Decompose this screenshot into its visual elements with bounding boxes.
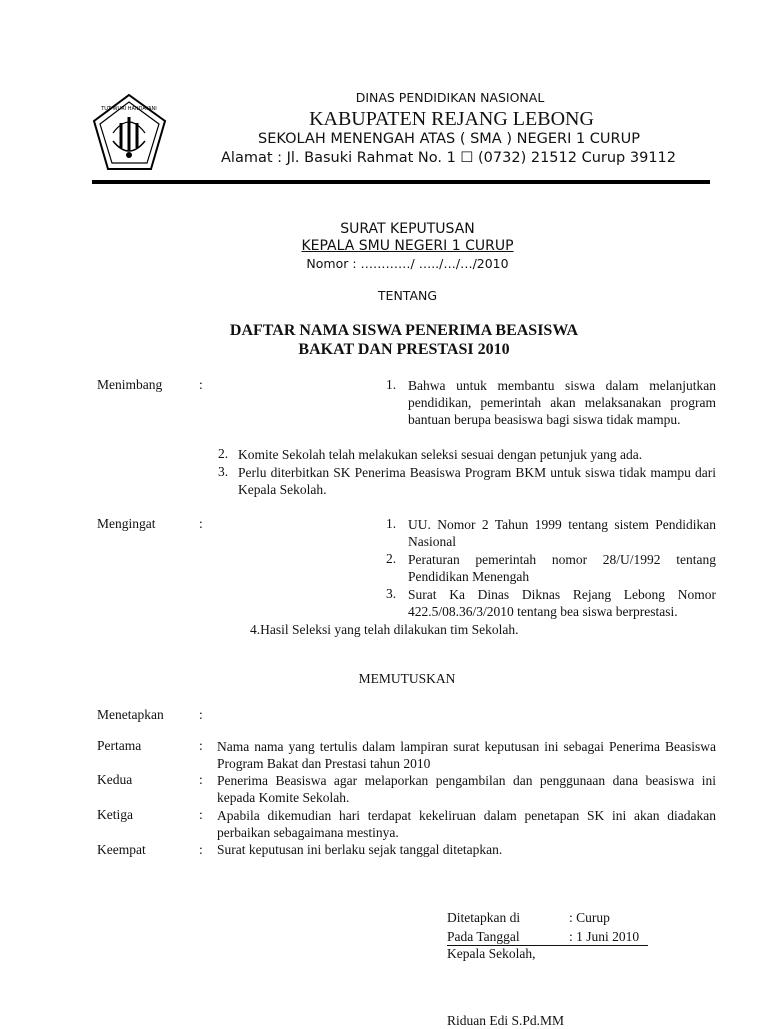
mengingat-item-2-number: 2. bbox=[386, 551, 397, 566]
mengingat-item-1-number: 1. bbox=[386, 516, 397, 531]
menimbang-colon: : bbox=[199, 377, 203, 392]
subject-line-2: BAKAT DAN PRESTASI 2010 bbox=[298, 341, 510, 358]
mengingat-item-3-number: 3. bbox=[386, 586, 397, 601]
menimbang-item-3-text: Perlu diterbitkan SK Penerima Beasiswa Program BKM untuk siswa tidak mampu dari Kepala Sekolah. bbox=[238, 465, 716, 497]
memutuskan-heading: MEMUTUSKAN bbox=[358, 671, 456, 686]
decree-subtitle: KEPALA SMU NEGERI 1 CURUP bbox=[301, 238, 514, 254]
signatory-name: Riduan Edi S.Pd.MM bbox=[447, 1013, 565, 1028]
decree-number: Nomor : …………/ …../…/…/2010 bbox=[306, 256, 509, 271]
svg-text:TUT WURI HANDAYANI: TUT WURI HANDAYANI bbox=[101, 106, 157, 112]
agency-name: DINAS PENDIDIKAN NASIONAL bbox=[355, 90, 545, 105]
tanggal-row bbox=[447, 929, 648, 946]
pertama-colon: : bbox=[199, 738, 203, 753]
pertama-text: Nama nama yang tertulis dalam lampiran surat keputusan ini sebagai Penerima Beasiswa Program Bakat dan Prestasi tahun 2010 bbox=[217, 739, 716, 771]
menimbang-item-3-number: 3. bbox=[218, 464, 229, 479]
menimbang-item-2-number: 2. bbox=[218, 446, 229, 461]
decree-subtitle-wrap bbox=[0, 238, 768, 254]
ketiga-colon: : bbox=[199, 807, 203, 822]
tentang-heading: TENTANG bbox=[377, 288, 438, 303]
keempat-label: Keempat bbox=[97, 842, 146, 857]
menimbang-item-2-text: Komite Sekolah telah melakukan seleksi sesuai dengan petunjuk yang ada. bbox=[238, 447, 643, 462]
subject-line-1: DAFTAR NAMA SISWA PENERIMA BEASISWA bbox=[229, 322, 579, 339]
menimbang-item-1-number: 1. bbox=[386, 377, 397, 392]
keempat-text: Surat keputusan ini berlaku sejak tanggal ditetapkan. bbox=[217, 842, 503, 857]
regency-name: KABUPATEN REJANG LEBONG bbox=[309, 108, 594, 130]
ditetapkan-value: : Curup bbox=[569, 910, 610, 925]
mengingat-colon: : bbox=[199, 516, 203, 531]
ketiga-label: Ketiga bbox=[97, 807, 133, 822]
mengingat-item-1-text: UU. Nomor 2 Tahun 1999 tentang sistem Pendidikan Nasional bbox=[408, 517, 716, 549]
decree-title: SURAT KEPUTUSAN bbox=[340, 221, 475, 237]
ditetapkan-label: Ditetapkan di bbox=[447, 910, 521, 925]
menetapkan-colon: : bbox=[199, 707, 203, 722]
school-name: SEKOLAH MENENGAH ATAS ( SMA ) NEGERI 1 CURUP bbox=[258, 131, 640, 147]
menimbang-item-1-text: Bahwa untuk membantu siswa dalam melanjutkan pendidikan, pemerintah akan melaksanakan program bantuan berupa beasiswa bagi siswa tidak mampu. bbox=[408, 378, 716, 427]
kedua-colon: : bbox=[199, 772, 203, 787]
mengingat-item-4-text: 4.Hasil Seleksi yang telah dilakukan tim Sekolah. bbox=[250, 622, 519, 637]
mengingat-label: Mengingat bbox=[97, 516, 156, 531]
keempat-colon: : bbox=[199, 842, 203, 857]
school-address: Alamat : Jl. Basuki Rahmat No. 1 ☐ (0732) 21512 Curup 39112 bbox=[221, 150, 676, 166]
mengingat-item-3-text: Surat Ka Dinas Diknas Rejang Lebong Nomor 422.5/08.36/3/2010 tentang bea siswa berprestasi. bbox=[408, 587, 716, 619]
mengingat-item-2-text: Peraturan pemerintah nomor 28/U/1992 tentang Pendidikan Menengah bbox=[408, 552, 716, 584]
kedua-label: Kedua bbox=[97, 772, 133, 787]
tanggal-label: Pada Tanggal bbox=[447, 929, 520, 944]
letterhead-rule-thick bbox=[92, 180, 710, 184]
ketiga-text: Apabila dikemudian hari terdapat kekeliruan dalam penetapan SK ini akan diadakan perbaikan sebagaimana mestinya. bbox=[217, 808, 716, 840]
signatory-position: Kepala Sekolah, bbox=[447, 946, 536, 961]
menimbang-label: Menimbang bbox=[97, 377, 163, 392]
kedua-text: Penerima Beasiswa agar melaporkan pengambilan dan penggunaan dana beasiswa ini kepada Komite Sekolah. bbox=[217, 773, 716, 805]
menetapkan-label: Menetapkan bbox=[97, 707, 164, 722]
tanggal-value: : 1 Juni 2010 bbox=[569, 929, 640, 944]
pertama-label: Pertama bbox=[97, 738, 142, 753]
